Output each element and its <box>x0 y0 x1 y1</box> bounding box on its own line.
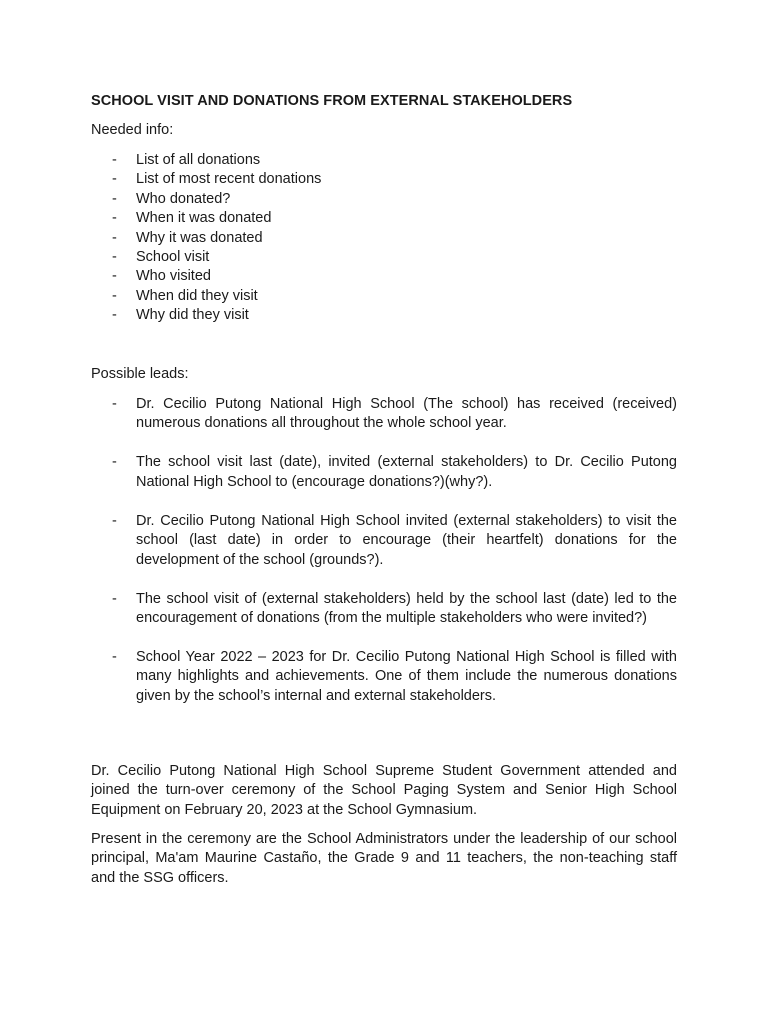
bullet-dash: - <box>112 512 117 529</box>
body-paragraph-ceremony: Dr. Cecilio Putong National High School Supreme Student Government attended and joined the turn-over ceremony of the School Paging System and Senior High School Equipment on February 20, 2023 at the School Gymnasium. <box>91 763 677 818</box>
bullet-dash: - <box>112 152 117 168</box>
bullet-dash: - <box>112 229 117 246</box>
list-item <box>91 267 321 286</box>
bullet-dash: - <box>112 190 117 207</box>
needed-info-label: Needed info: <box>91 122 174 138</box>
list-item <box>91 151 321 170</box>
bullet-dash: - <box>112 171 117 188</box>
bullet-dash: - <box>112 649 117 666</box>
list-item <box>91 287 321 306</box>
bullet-dash: - <box>112 268 117 285</box>
list-item-text: Who visited <box>136 268 211 285</box>
lead-item <box>91 590 677 629</box>
list-item-text: Why it was donated <box>136 229 263 246</box>
lead-item <box>91 648 677 706</box>
bullet-dash: - <box>112 210 117 227</box>
list-item <box>91 209 321 228</box>
possible-leads-list <box>91 395 677 726</box>
list-item-text: Why did they visit <box>136 307 249 324</box>
bullet-dash: - <box>112 307 117 324</box>
list-item-text: Who donated? <box>136 190 231 207</box>
list-item-text: List of all donations <box>136 152 261 168</box>
list-item <box>91 248 321 267</box>
bullet-dash: - <box>112 590 117 607</box>
list-item <box>91 306 321 325</box>
possible-leads-label: Possible leads: <box>91 366 189 382</box>
document-title: SCHOOL VISIT AND DONATIONS FROM EXTERNAL STAKEHOLDERS <box>91 93 573 109</box>
lead-item <box>91 453 677 492</box>
bullet-dash: - <box>112 248 117 265</box>
lead-item-text: Dr. Cecilio Putong National High School (The school) has received (received) numerous donations all throughout the whole school year. <box>136 396 677 432</box>
list-item <box>91 190 321 209</box>
list-item-text: School visit <box>136 248 210 265</box>
needed-info-list <box>91 151 321 326</box>
list-item <box>91 170 321 189</box>
lead-item-text: The school visit of (external stakeholders) held by the school last (date) led to the encouragement of donations (from the multiple stakeholders who were invited?) <box>136 590 677 627</box>
bullet-dash: - <box>112 396 117 412</box>
lead-item <box>91 512 677 570</box>
lead-item <box>91 395 677 434</box>
lead-item-text: The school visit last (date), invited (external stakeholders) to Dr. Cecilio Putong National High School to (encourage donations?)(why?). <box>136 454 677 490</box>
bullet-dash: - <box>112 454 117 471</box>
lead-item-text: School Year 2022 – 2023 for Dr. Cecilio Putong National High School is filled with many highlights and achievements. One of them include the numerous donations given by the school’s internal and external stakeholders. <box>136 649 677 704</box>
list-item-text: List of most recent donations <box>136 171 322 188</box>
list-item-text: When did they visit <box>136 287 258 304</box>
lead-item-text: Dr. Cecilio Putong National High School invited (external stakeholders) to visit the school (last date) in order to encourage (their heartfelt) donations for the development of the school (grounds?). <box>136 512 677 568</box>
bullet-dash: - <box>112 287 117 304</box>
list-item <box>91 229 321 248</box>
list-item-text: When it was donated <box>136 210 272 227</box>
body-paragraph-attendees: Present in the ceremony are the School Administrators under the leadership of our school principal, Ma'am Maurine Castaño, the Grade 9 and 11 teachers, the non-teaching staff and the SSG officers. <box>91 831 677 886</box>
